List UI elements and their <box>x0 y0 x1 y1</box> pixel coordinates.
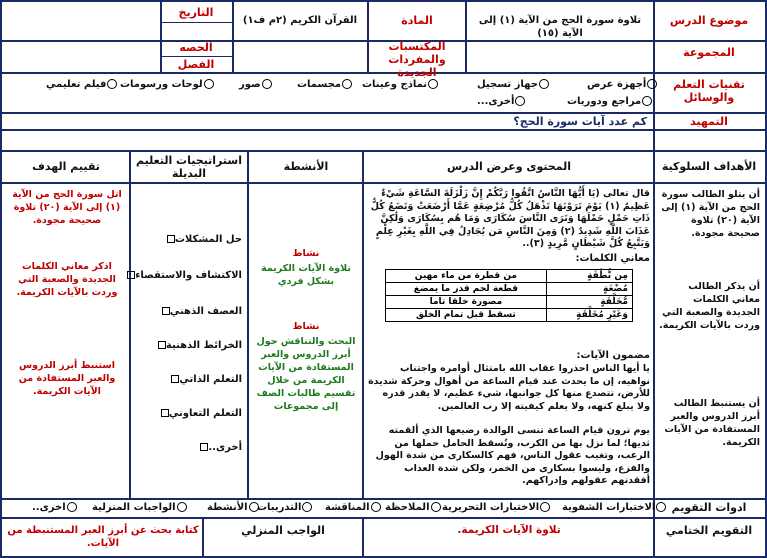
table-row <box>386 270 633 283</box>
activity-text: البحث والتناقش حول أبرز الدروس والعبر المستفادة من الآيات الكريمة من خلال تقسيم طالبات الصف إلى مجموعات <box>256 336 356 412</box>
activity-title: نشاط <box>292 321 320 332</box>
vocab-meaning: من قطرة من ماء مهين <box>386 270 547 283</box>
resource-option[interactable]: أخرى... <box>477 96 525 107</box>
evaluation-header: تقييم الهدف <box>32 160 100 173</box>
strategy-option[interactable]: الاكتشاف والاستقصاء <box>142 270 242 281</box>
divider <box>2 517 765 519</box>
vocab-table <box>385 269 633 322</box>
objectives-header: الأهداف السلوكية <box>661 160 757 173</box>
assessment-tools-label: ادوات التقويم <box>671 501 747 514</box>
objective-item: أن يتلو الطالب سورة الحج من الآية (١) إلى الآية (٢٠) تلاوة صحيحة مجودة. <box>661 189 760 239</box>
table-row <box>386 309 633 322</box>
resource-option[interactable]: نماذج وعينات <box>362 79 438 90</box>
resource-option[interactable]: فيلم تعليمي <box>46 79 117 90</box>
divider <box>232 2 234 72</box>
subject-label: المادة <box>401 14 433 27</box>
assessment-option[interactable]: الاختبارات التحريرية <box>442 502 550 513</box>
group-label: المجموعة <box>683 46 735 59</box>
vocab-word: وَغَيْرِ مُخَلَّقَةٍ <box>546 309 632 322</box>
divider <box>2 150 765 152</box>
vocab-meaning: تسقط قبل تمام الخلق <box>386 309 547 322</box>
subject-value: القرآن الكريم (٢م ف١) <box>242 15 358 26</box>
assessment-option[interactable]: الواجبات المنزلية <box>92 502 187 513</box>
divider <box>2 182 765 184</box>
divider <box>247 150 249 498</box>
activity-title: نشاط <box>292 248 320 259</box>
divider <box>367 2 369 72</box>
divider <box>2 112 765 114</box>
strategy-option[interactable]: حل المشكلات <box>142 234 242 245</box>
strategy-option[interactable]: التعلم التعاوني <box>142 408 242 419</box>
divider <box>2 498 765 500</box>
strategy-option[interactable]: التعلم الذاتي <box>142 374 242 385</box>
divider <box>362 150 364 498</box>
assessment-option[interactable]: الملاحظة <box>385 502 441 513</box>
final-assessment-label: التقويم الختامي <box>665 524 753 537</box>
assessment-option[interactable]: اخرى.. <box>32 502 77 513</box>
intro-label: التمهيد <box>690 115 728 128</box>
assessment-option[interactable]: المناقشة <box>325 502 381 513</box>
final-assessment-text: تلاوة الآيات الكريمة. <box>457 524 561 536</box>
divider <box>202 517 204 556</box>
evaluation-item: استنبط أبرز الدروس والعبر المستفادة من الآيات الكريمة. <box>18 360 116 397</box>
table-row <box>386 283 633 296</box>
meaning-item: يا أيها الناس احذروا عقاب الله بامتثال أوامره واجتناب نواهيه، إن ما يحدث عند قيام الساعة من أهوال وحركة شديدة للأرض، تتصدع منها كل جوانبها، شيء عظيم، لا يقدر قدره ولا يبلغ كنهه، ولا يعلم كيفيته إلا رب العالمين. <box>368 363 650 412</box>
objective-item: أن يستنبط الطالب أبرز الدروس والعبر المستفادة من الآيات الكريمة. <box>664 398 760 448</box>
lesson-topic: تلاوة سورة الحج من الآية (١) إلى الآية (١٥) <box>478 15 642 39</box>
intro-question: كم عدد آيات سورة الحج؟ <box>513 115 647 128</box>
strategy-option[interactable]: أخرى.. <box>142 442 242 453</box>
table-row <box>386 296 633 309</box>
assessment-option[interactable]: الأنشطة <box>207 502 259 513</box>
strategy-option[interactable]: الخرائط الذهنية <box>142 340 242 351</box>
resource-option[interactable]: صور <box>239 79 272 90</box>
vocab-word: مُضْغَةٍ <box>546 283 632 296</box>
vocab-word: مِن نُّطْفَةٍ <box>546 270 632 283</box>
objective-item: أن يذكر الطالب معاني الكلمات الجديدة والصعبة التي وردت بالآيات الكريمة. <box>659 281 760 331</box>
evaluation-item: اذكر معاني الكلمات الجديدة والصعبة التي وردت بالآيات الكريمة. <box>16 261 118 298</box>
assessment-option[interactable]: التدريبات <box>257 502 312 513</box>
resource-option[interactable]: لوحات ورسومات <box>120 79 214 90</box>
meaning-title: مضمون الآيات: <box>576 350 650 361</box>
resources-label: تقنيات التعلم والوسائل <box>673 78 745 104</box>
resource-option[interactable]: مجسمات <box>297 79 352 90</box>
divider <box>160 22 232 23</box>
divider <box>160 56 232 57</box>
homework-text: كتابة بحث عن أبرز العبر المستنبطة من الآيات. <box>7 525 199 549</box>
period-label: الحصه <box>179 41 213 54</box>
activities-header: الأنشطة <box>283 160 329 173</box>
resource-option[interactable]: مراجع ودوريات <box>567 96 652 107</box>
homework-label: الواجب المنزلي <box>241 524 325 537</box>
resource-option[interactable]: أجهزة عرض <box>587 79 657 90</box>
date-label: التاريخ <box>178 6 214 19</box>
meaning-item: يوم ترون قيام الساعة تنسى الوالدة رضيعها الذي ألقمته ثديها؛ لما نزل بها من الكرب، وتُسقط الحامل حملها من الرعب، وتغيب عقول الناس، فهم كالسكارى من شدة الهول والفزع، وليسوا بسكارى من الخمر، ولكن شدة العذاب أفقدتهم عقولهم وإدراكهم. <box>375 425 650 486</box>
verses-text: قال تعالى (يَا أَيُّهَا النَّاسُ اتَّقُوا رَبَّكُمْ إِنَّ زَلْزَلَةَ السَّاعَةِ شَيْءٌ عَظِيمٌ (١) يَوْمَ تَرَوْنَهَا تَذْهَلُ كُلُّ مُرْضِعَةٍ عَمَّا أَرْضَعَتْ وَتَضَعُ كُلُّ ذَاتِ حَمْلٍ حَمْلَهَا وَتَرَى النَّاسَ سُكَارَى وَمَا هُم بِسُكَارَى وَلَٰكِنَّ عَذَابَ اللَّهِ شَدِيدٌ (٢) وَمِنَ النَّاسِ مَن يُجَادِلُ فِي اللَّهِ بِغَيْرِ عِلْمٍ وَيَتَّبِعُ كُلَّ شَيْطَانٍ مَّرِيدٍ (٣).. <box>370 188 650 249</box>
class-label: الفصل <box>177 58 215 71</box>
divider <box>465 2 467 72</box>
strategies-header: استراتيجيات التعليم البديلة <box>136 154 242 180</box>
strategy-option[interactable]: العصف الذهني <box>142 306 242 317</box>
vocab-word: مُّخَلَّقَةٍ <box>546 296 632 309</box>
divider <box>129 150 131 498</box>
activity-text: تلاوة الآيات الكريمة بشكل فردي <box>261 263 351 287</box>
evaluation-item: اتل سورة الحج من الآية (١) إلى الآية (٢٠) تلاوة صحيحة مجودة. <box>12 189 122 226</box>
vocab-title: معاني الكلمات: <box>575 253 650 264</box>
content-header: المحتوى وعرض الدرس <box>446 160 572 173</box>
vocab-meaning: قطعة لحم قدر ما يمضغ <box>386 283 547 296</box>
gains-label: المكتسبات والمفردات الجديدة <box>388 40 446 79</box>
assessment-option[interactable]: الاختبارات الشفوية <box>562 502 666 513</box>
vocab-meaning: مصورة خلقا تاما <box>386 296 547 309</box>
resource-option[interactable]: جهاز تسجيل <box>477 79 549 90</box>
divider <box>362 517 364 556</box>
lesson-topic-label: موضوع الدرس <box>669 14 749 27</box>
divider <box>2 129 765 131</box>
